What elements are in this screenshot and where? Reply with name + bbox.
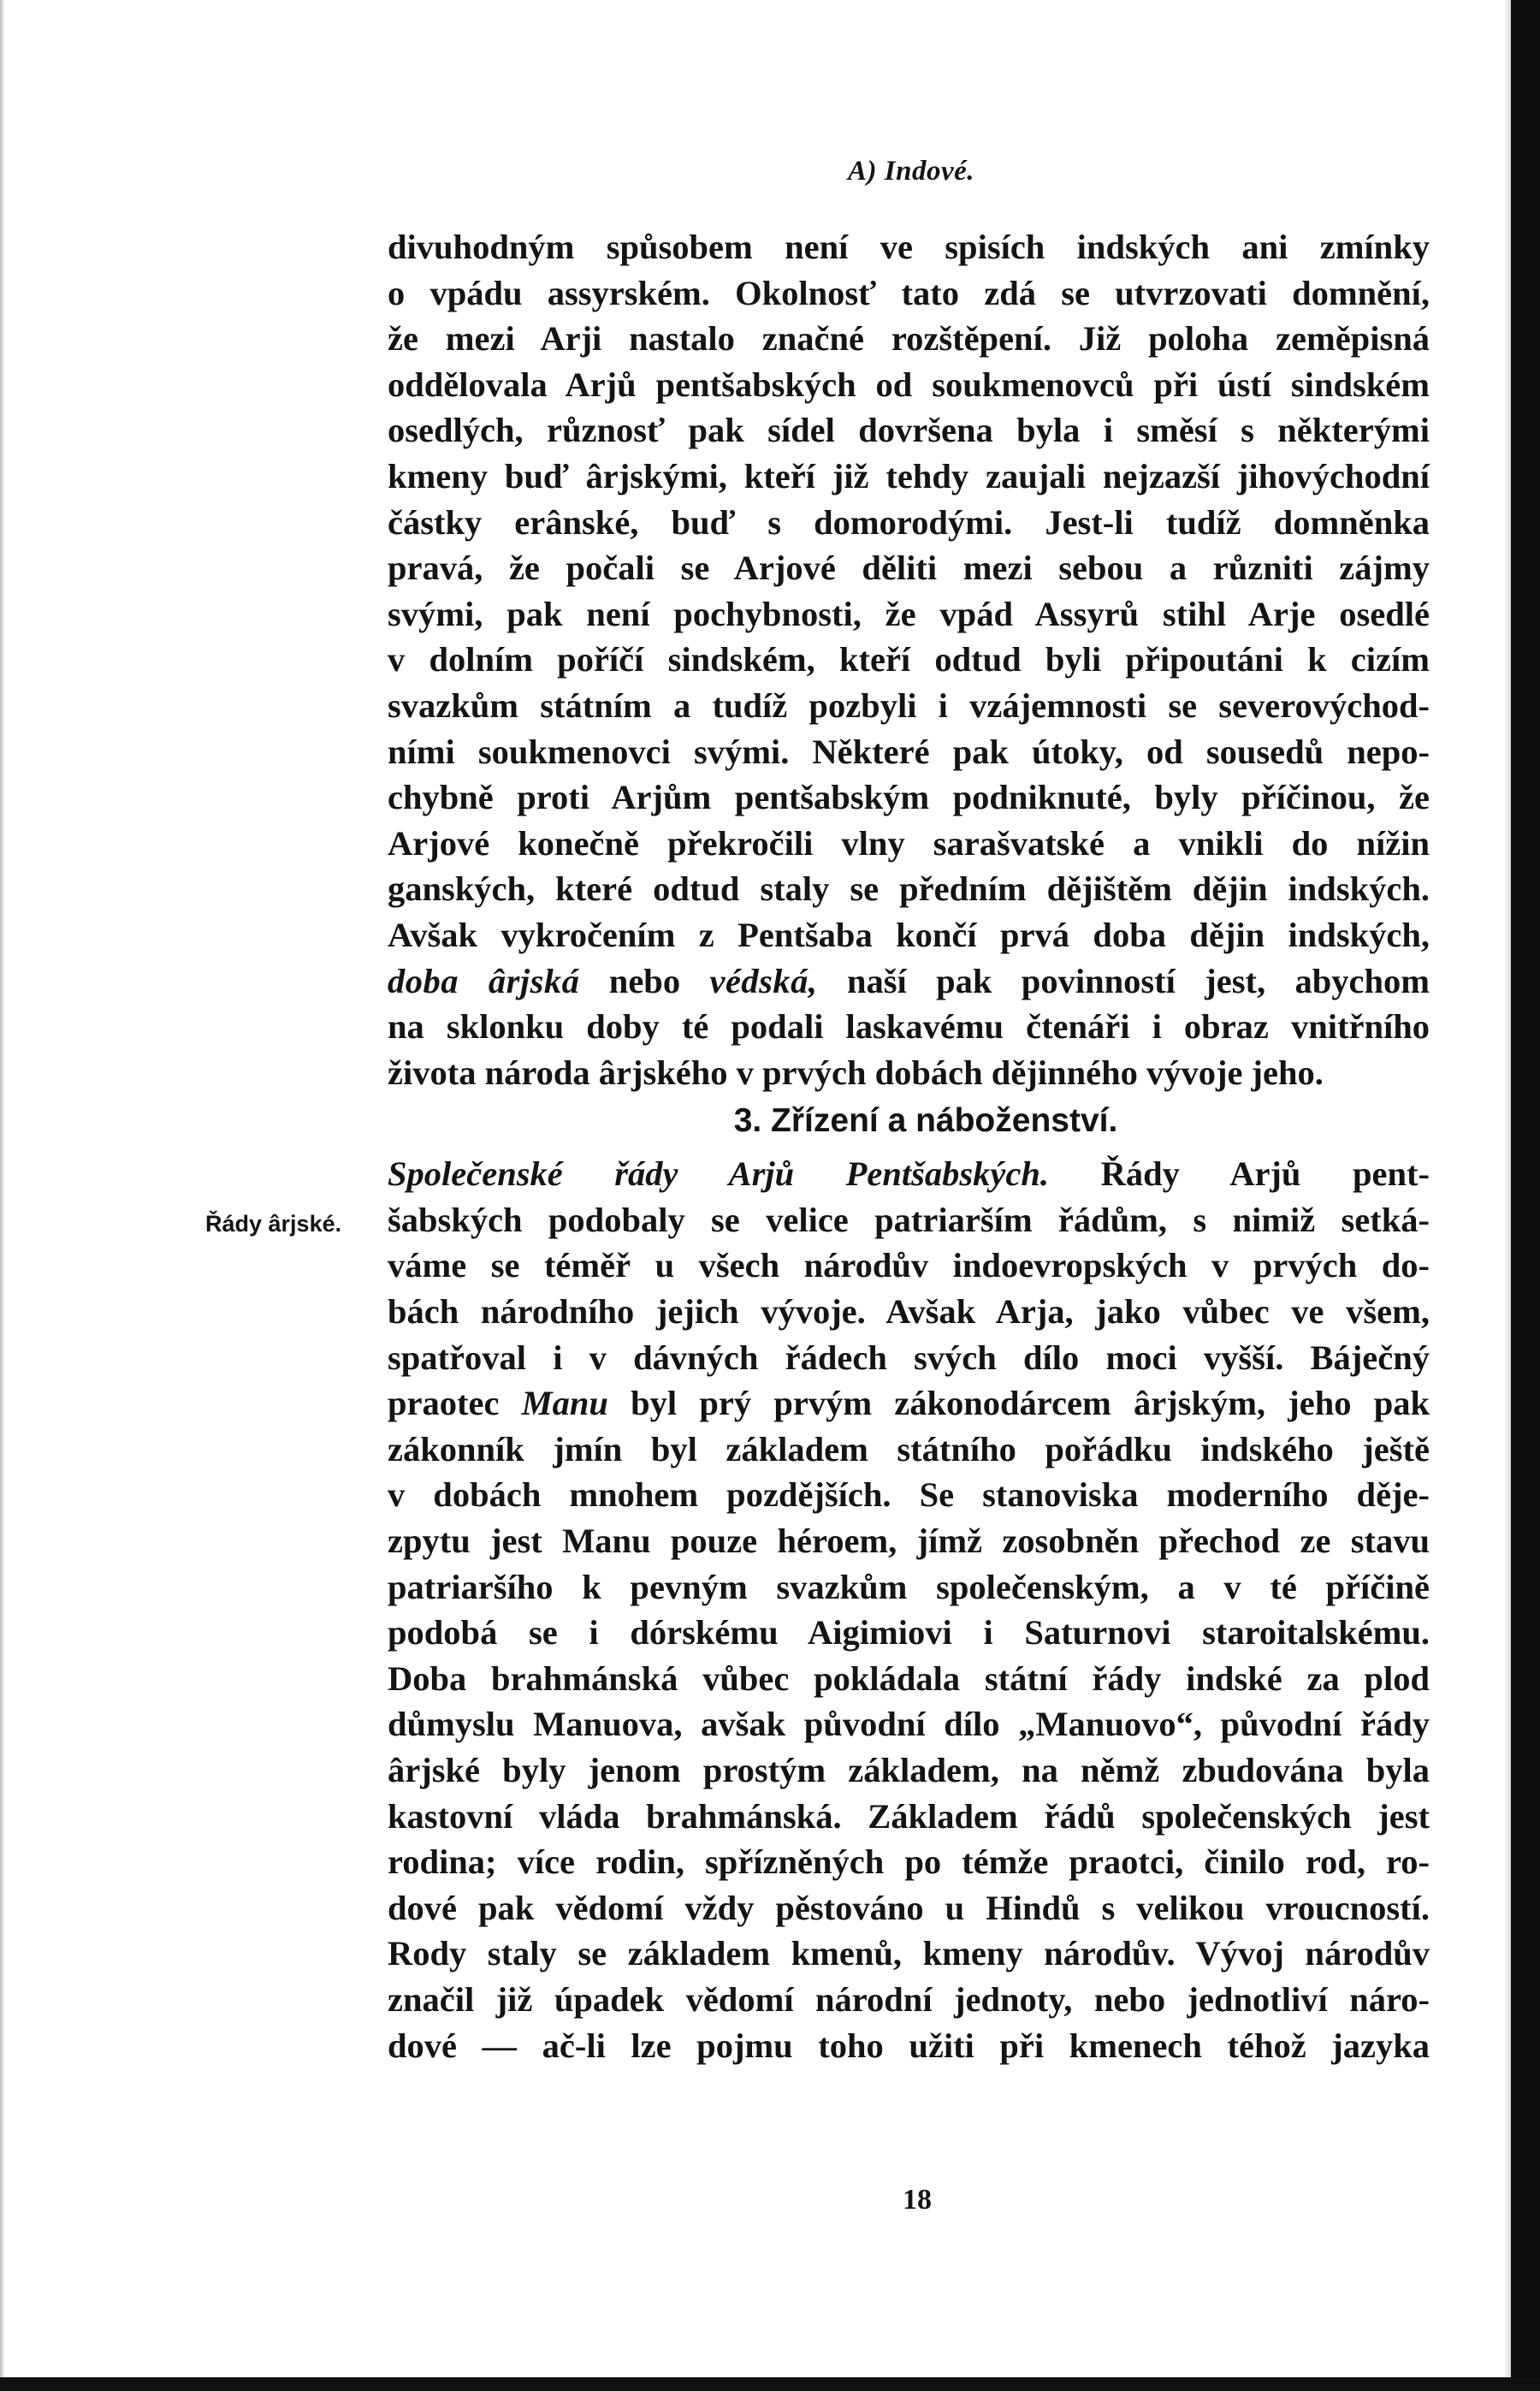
text-line: o vpádu assyrském. Okolnosť tato zdá se utvrzovati domnění, bbox=[388, 273, 1430, 312]
margin-note: Řády ârjské. bbox=[205, 1211, 342, 1237]
text-line: Doba brahmánská vůbec pokládala státní řády indské za plod bbox=[388, 1658, 1430, 1698]
text-line: ârjské byly jenom prostým základem, na němž zbudována byla bbox=[388, 1751, 1430, 1789]
text-line: v dolním poříčí sindském, kteří odtud byli připoutáni k cizím bbox=[388, 640, 1430, 679]
text-line: kmeny buď ârjskými, kteří již tehdy zaujali nejzazší jihovýchodní bbox=[388, 456, 1430, 495]
text-fragment: nebo bbox=[579, 961, 710, 1000]
text-line: značil již úpadek vědomí národní jednoty, nebo jednotliví náro- bbox=[388, 1979, 1430, 2019]
text-line: osedlých, různosť pak sídel dovršena byla i směsí s některými bbox=[388, 411, 1430, 450]
text-line: že mezi Arji nastalo značné rozštěpení. Již poloha zeměpisná bbox=[388, 319, 1430, 359]
text-line-doba-arjska bbox=[388, 958, 1430, 1005]
text-line: na sklonku doby té podali laskavému čtenáři i obraz vnitřního bbox=[388, 1007, 1430, 1047]
running-head bbox=[0, 156, 1540, 187]
text-line: Avšak vykročením z Pentšaba končí prvá doba dějin indských, bbox=[388, 915, 1430, 954]
text-line: oddělovala Arjů pentšabských od soukmenovců při ústí sindském bbox=[388, 365, 1430, 404]
text-line: váme se téměř u všech národův indoevropských v prvých do- bbox=[388, 1246, 1430, 1285]
text-line: ními soukmenovci svými. Některé pak útoky, od sousedů nepo- bbox=[388, 732, 1430, 771]
paragraph-1 bbox=[388, 224, 1430, 958]
text-line: zpytu jest Manu pouze héroem, jímž zosobněn přechod ze stavu bbox=[388, 1522, 1430, 1561]
text-line: patriaršího k pevným svazkům společenským, a v té příčině bbox=[388, 1567, 1430, 1606]
text-fragment: byl prý prvým zákonodárcem ârjským, jeho pak bbox=[607, 1384, 1430, 1423]
text-line: částky erânské, buď s domorodými. Jest-li tudíž domněnka bbox=[388, 502, 1430, 542]
emphasis-doba-arjska: doba ârjská bbox=[388, 961, 580, 1000]
text-line: důmyslu Manuova, avšak původní dílo „Manuovo“, původní řády bbox=[388, 1705, 1430, 1744]
page-edge-right bbox=[1511, 0, 1540, 2391]
emphasis-manu: Manu bbox=[521, 1384, 608, 1423]
text-fragment: naší pak povinností jest, abychom bbox=[817, 961, 1430, 1000]
text-line: svazkům státním a tudíž pozbyli i vzájemnosti se severovýchod- bbox=[388, 685, 1430, 725]
page-edge-bottom bbox=[0, 2377, 1540, 2391]
text-line: dové pak vědomí vždy pěstováno u Hindů s velikou vroucností. bbox=[388, 1888, 1430, 1927]
section-heading: 3. Zřízení a náboženství. bbox=[733, 1102, 1118, 1140]
text-line: spatřoval i v dávných řádech svých dílo moci vyšší. Báječný bbox=[388, 1338, 1430, 1377]
text-line: pravá, že počali se Arjové děliti mezi sebou a různiti zájmy bbox=[388, 549, 1430, 588]
page-number-text: 18 bbox=[903, 2184, 932, 2216]
text-line: kastovní vláda brahmánská. Základem řádů společenských jest bbox=[388, 1796, 1430, 1836]
text-line: dové — ač-li lze pojmu toho užiti při kmenech téhož jazyka bbox=[388, 2026, 1430, 2065]
text-fragment: praotec bbox=[388, 1384, 522, 1423]
page-edge-shadow bbox=[1504, 0, 1511, 2391]
paragraph-2-first-line bbox=[388, 1151, 1430, 1197]
text-line: v dobách mnohem pozdějších. Se stanoviska moderního děje- bbox=[388, 1475, 1430, 1515]
text-line: života národa ârjského v prvých dobách dějinného vývoje jeho. bbox=[388, 1053, 1324, 1092]
page-edge-left bbox=[0, 0, 5, 2391]
text-line-manu bbox=[388, 1380, 1430, 1427]
text-line: Rody staly se základem kmenů, kmeny národův. Vývoj národův bbox=[388, 1934, 1430, 1973]
text-line: bách národního jejich vývoje. Avšak Arja, jako vůbec ve všem, bbox=[388, 1292, 1430, 1332]
text-line: rodina; více rodin, spřízněných po témže praotci, činilo rod, ro- bbox=[388, 1842, 1430, 1882]
text-line: podobá se i dórskému Aigimiovi i Saturnovi staroitalskému. bbox=[388, 1613, 1430, 1652]
paragraph-2-rest bbox=[388, 1427, 1430, 2068]
text-line: šabských podobaly se velice patriarším řádům, s nimiž setká- bbox=[388, 1200, 1430, 1239]
text-line: zákonník jmín byl základem státního pořádku indského ještě bbox=[388, 1429, 1430, 1468]
paragraph-subtitle: Společenské řády Arjů Pentšabských. bbox=[388, 1154, 1050, 1194]
text-line: svými, pak není pochybnosti, že vpád Assyrů stihl Arje osedlé bbox=[388, 594, 1430, 633]
text-line: Arjové konečně překročili vlny sarašvatské a vnikli do nížin bbox=[388, 823, 1430, 863]
page-number bbox=[0, 2184, 1540, 2216]
emphasis-vedska: védská, bbox=[709, 961, 818, 1000]
main-text bbox=[388, 224, 1430, 2068]
text-fragment: Řády Arjů pent- bbox=[1049, 1154, 1430, 1194]
paragraph-2 bbox=[388, 1197, 1430, 1380]
paragraph-1-end bbox=[388, 1004, 1430, 1095]
text-line: chybně proti Arjům pentšabským podniknuté, byly příčinou, že bbox=[388, 778, 1430, 817]
running-head-text: A) Indové. bbox=[848, 156, 974, 187]
text-line: divuhodným spůsobem není ve spisích indských ani zmínky bbox=[388, 228, 1430, 266]
text-line: ganských, které odtud staly se předním dějištěm dějin indských. bbox=[388, 869, 1430, 909]
